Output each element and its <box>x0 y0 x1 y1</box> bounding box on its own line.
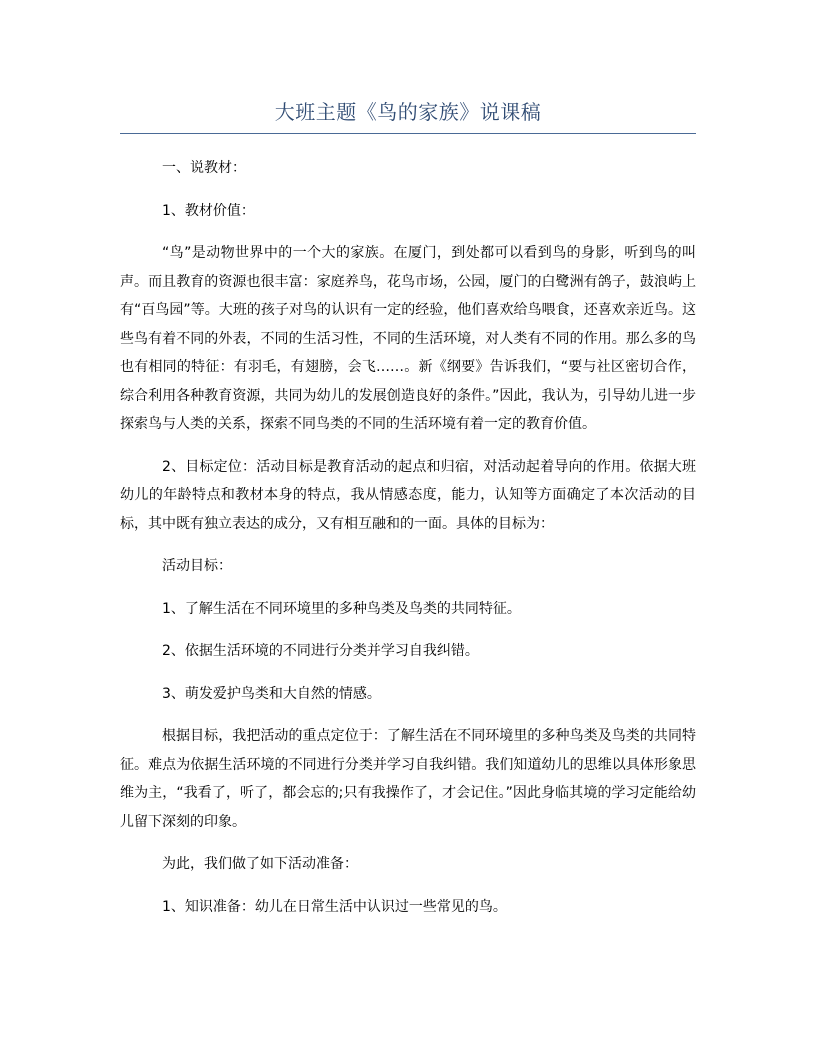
body-paragraph: 为此，我们做了如下活动准备： <box>162 856 358 872</box>
list-item: 1、了解生活在不同环境里的多种鸟类及鸟类的共同特征。 <box>162 600 521 617</box>
list-item: 1、知识准备：幼儿在日常生活中认识过一些常见的鸟。 <box>162 898 507 915</box>
body-paragraph: 根据目标，我把活动的重点定位于：了解生活在不同环境里的多种鸟类及鸟类的共同特征。难点为依据生活环境的不同进行分类并学习自我纠错。我们知道幼儿的思维以具体形象思维为主，“我看了，听了，都会忘的;只有我操作了，才会记住。”因此身临其境的学习定能给幼儿留下深刻的印象。 <box>120 728 696 830</box>
body-paragraph: “鸟”是动物世界中的一个大的家族。在厦门，到处都可以看到鸟的身影，听到鸟的叫声。而且教育的资源也很丰富：家庭养鸟，花鸟市场，公园，厦门的白鹭洲有鸽子，鼓浪屿上有“百鸟园”等。大班的孩子对鸟的认识有一定的经验，他们喜欢给鸟喂食，还喜欢亲近鸟。这些鸟有着不同的外表，不同的生活习性，不同的生活环境，对人类有不同的作用。那么多的鸟也有相同的特征：有羽毛，有翅膀，会飞……。新《纲要》告诉我们，“要与社区密切合作，综合利用各种教育资源，共同为幼儿的发展创造良好的条件。”因此，我认为，引导幼儿进一步探索鸟与人类的关系，探索不同鸟类的不同的生活环境有着一定的教育价值。 <box>120 245 696 432</box>
page-title: 大班主题《鸟的家族》说课稿 <box>274 100 542 124</box>
subsection-heading: 1、教材价值： <box>162 202 255 219</box>
body-paragraph: 2、目标定位：活动目标是教育活动的起点和归宿，对活动起着导向的作用。依据大班幼儿的年龄特点和教材本身的特点，我从情感态度，能力，认知等方面确定了本次活动的目标，其中既有独立表达的成分，又有相互融和的一面。具体的目标为： <box>120 458 696 532</box>
document-body <box>120 150 696 921</box>
title-divider <box>120 133 696 134</box>
list-heading: 活动目标： <box>162 558 232 574</box>
section-heading: 一、说教材： <box>162 160 246 176</box>
list-item: 3、萌发爱护鸟类和大自然的情感。 <box>162 685 381 702</box>
list-item: 2、依据生活环境的不同进行分类并学习自我纠错。 <box>162 643 479 659</box>
